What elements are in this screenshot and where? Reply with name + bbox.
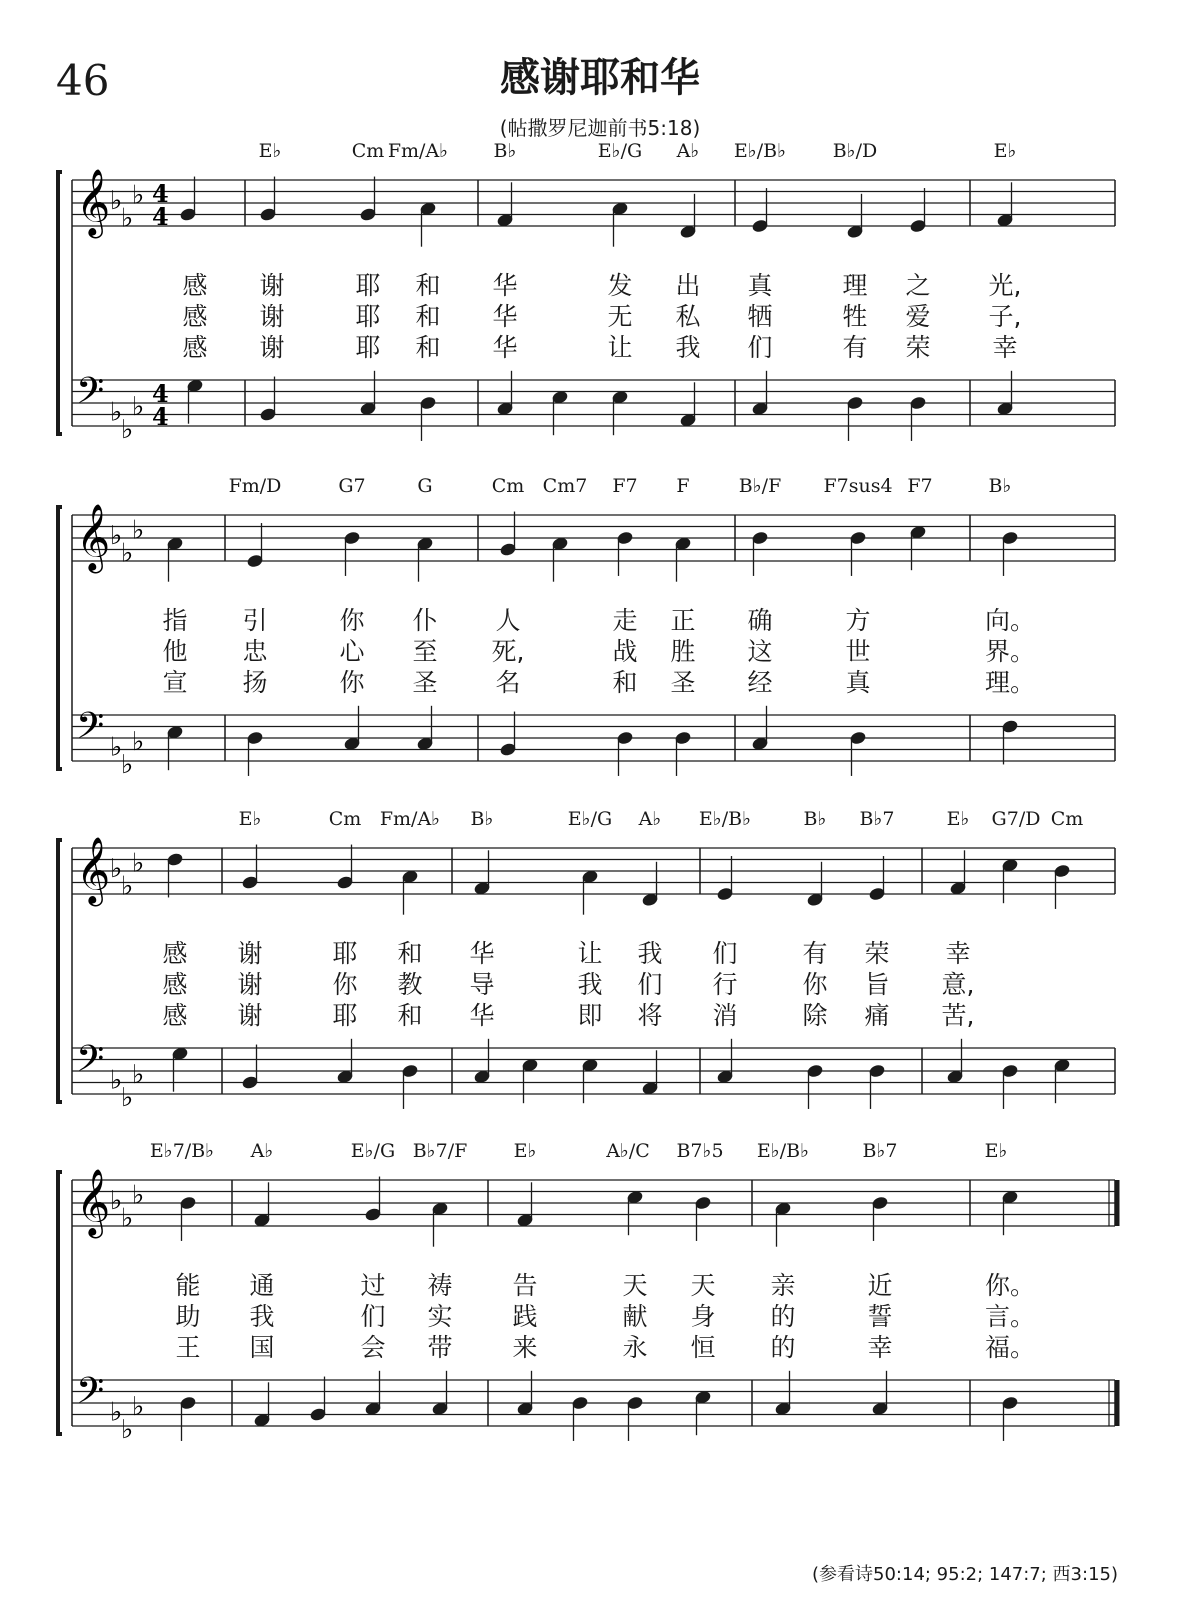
lyric-syllable: 圣 xyxy=(670,668,696,697)
lyric-syllable: 确 xyxy=(747,606,773,635)
lyric-verse-2 xyxy=(0,632,1200,666)
lyric-syllable: 让 xyxy=(577,939,603,968)
lyric-syllable: 华 xyxy=(492,302,518,331)
lyric-syllable: 指 xyxy=(162,606,188,635)
time-signature: 4 xyxy=(152,401,169,431)
lyric-syllable: 谢 xyxy=(237,970,263,999)
lyric-syllable: 王 xyxy=(175,1333,201,1362)
chord-symbol: A♭ xyxy=(250,1140,274,1162)
lyric-syllable: 来 xyxy=(512,1333,538,1362)
chord-symbol: B♭ xyxy=(988,475,1012,497)
lyric-syllable: 献 xyxy=(622,1302,648,1331)
lyric-syllable: 名 xyxy=(495,668,521,697)
lyric-syllable: 幸 xyxy=(867,1333,893,1362)
lyric-syllable: 行 xyxy=(712,970,738,999)
chord-symbol: A♭ xyxy=(676,140,700,162)
chord-symbol: B♭7 xyxy=(859,808,895,830)
key-flat-icon: ♭ xyxy=(110,521,123,551)
lyric-syllable: 幸 xyxy=(992,333,1018,362)
chord-symbol: B♭/D xyxy=(832,140,878,162)
lyric-verse-1 xyxy=(0,266,1200,300)
lyric-verse-1 xyxy=(0,601,1200,635)
lyric-syllable: 通 xyxy=(249,1271,275,1300)
footnote-references: (参看诗50:14; 95:2; 147:7; 西3:15) xyxy=(812,1564,1118,1585)
lyric-syllable: 旨 xyxy=(864,970,890,999)
lyric-syllable: 幸 xyxy=(945,939,971,968)
lyric-syllable: 死, xyxy=(491,637,525,666)
lyric-syllable: 告 xyxy=(512,1271,538,1300)
lyric-syllable: 的 xyxy=(770,1302,796,1331)
lyric-syllable: 至 xyxy=(412,637,438,666)
key-flat-icon: ♭ xyxy=(132,1059,145,1090)
lyric-syllable: 天 xyxy=(622,1271,648,1300)
lyric-syllable: 和 xyxy=(397,939,423,968)
hymn-title: 感谢耶和华 xyxy=(500,55,700,101)
lyric-syllable: 誓 xyxy=(867,1302,893,1331)
chord-symbol: E♭/B♭ xyxy=(733,140,787,162)
lyric-syllable: 们 xyxy=(747,333,773,362)
lyric-syllable: 光, xyxy=(988,271,1022,300)
chord-symbol: E♭ xyxy=(984,1140,1008,1162)
lyric-syllable: 真 xyxy=(845,668,871,697)
lyric-syllable: 走 xyxy=(612,606,638,635)
lyric-syllable: 感 xyxy=(162,939,188,968)
key-flat-icon: ♭ xyxy=(132,726,145,757)
lyric-syllable: 荣 xyxy=(905,333,931,362)
lyric-syllable: 践 xyxy=(512,1302,538,1331)
chord-symbol: G xyxy=(417,475,433,497)
lyric-syllable: 感 xyxy=(182,271,208,300)
lyric-syllable: 感 xyxy=(182,302,208,331)
lyric-syllable: 让 xyxy=(607,333,633,362)
time-signature: 4 xyxy=(152,178,169,208)
chord-symbol: E♭7/B♭ xyxy=(149,1140,215,1162)
key-flat-icon: ♭ xyxy=(110,854,123,884)
key-flat-icon: ♭ xyxy=(132,391,145,422)
treble-clef-icon: 𝄞 xyxy=(76,167,111,236)
lyric-syllable: 之 xyxy=(905,271,931,300)
key-flat-icon: ♭ xyxy=(132,515,145,546)
lyric-syllable: 除 xyxy=(802,1001,828,1030)
lyric-syllable: 助 xyxy=(175,1302,201,1331)
bass-clef-icon: 𝄢 xyxy=(76,1369,105,1421)
chord-symbol: B♭/F xyxy=(738,475,782,497)
lyric-verse-3 xyxy=(0,663,1200,697)
lyric-syllable: 牲 xyxy=(842,302,868,331)
lyric-syllable: 心 xyxy=(339,637,365,666)
key-flat-icon: ♭ xyxy=(121,203,134,234)
lyric-syllable: 这 xyxy=(747,637,773,666)
chord-symbol: E♭/G xyxy=(597,140,643,162)
treble-clef-icon: 𝄞 xyxy=(76,502,111,571)
chord-symbol: E♭/B♭ xyxy=(698,808,752,830)
lyric-syllable: 界。 xyxy=(984,637,1036,666)
chord-symbol: E♭ xyxy=(238,808,262,830)
chord-symbol: E♭ xyxy=(993,140,1017,162)
lyric-syllable: 正 xyxy=(670,606,696,635)
lyric-syllable: 耶 xyxy=(332,939,358,968)
time-signature: 4 xyxy=(152,378,169,408)
music-system-2 xyxy=(0,475,1200,785)
lyric-verse-2 xyxy=(0,297,1200,331)
chord-symbol: E♭ xyxy=(258,140,282,162)
chord-symbol: Cm xyxy=(328,808,362,830)
chord-symbol: G7 xyxy=(338,475,366,497)
chord-symbol: B♭7/F xyxy=(412,1140,468,1162)
key-flat-icon: ♭ xyxy=(121,1203,134,1234)
bass-clef-icon: 𝄢 xyxy=(76,1037,105,1089)
chord-symbol: Fm/A♭ xyxy=(387,140,449,162)
chord-symbol: B♭7 xyxy=(862,1140,898,1162)
lyric-verse-2 xyxy=(0,1297,1200,1331)
key-flat-icon: ♭ xyxy=(110,186,123,216)
lyric-syllable: 发 xyxy=(607,271,633,300)
chord-symbol: E♭ xyxy=(946,808,970,830)
lyric-syllable: 耶 xyxy=(355,271,381,300)
lyric-syllable: 教 xyxy=(397,970,423,999)
chord-symbol: A♭ xyxy=(638,808,662,830)
lyric-syllable: 痛 xyxy=(864,1001,890,1030)
chord-symbol: E♭/G xyxy=(567,808,613,830)
lyric-syllable: 过 xyxy=(360,1271,386,1300)
lyric-syllable: 向。 xyxy=(984,606,1036,635)
lyric-syllable: 华 xyxy=(469,939,495,968)
lyric-syllable: 将 xyxy=(637,1001,663,1030)
lyric-syllable: 世 xyxy=(845,637,871,666)
lyric-syllable: 祷 xyxy=(427,1271,453,1300)
key-flat-icon: ♭ xyxy=(110,1065,123,1096)
lyric-syllable: 牺 xyxy=(747,302,773,331)
treble-clef-icon: 𝄞 xyxy=(76,835,111,904)
chord-symbol: G7/D xyxy=(991,808,1041,830)
chord-symbol: F7sus4 xyxy=(823,475,893,497)
lyric-verse-2 xyxy=(0,965,1200,999)
lyric-syllable: 意, xyxy=(941,970,975,999)
lyric-syllable: 无 xyxy=(607,302,633,331)
lyric-syllable: 耶 xyxy=(332,1001,358,1030)
lyric-syllable: 胜 xyxy=(670,637,696,666)
key-flat-icon: ♭ xyxy=(121,538,134,569)
lyric-syllable: 消 xyxy=(712,1001,738,1030)
lyric-verse-1 xyxy=(0,1266,1200,1300)
key-flat-icon: ♭ xyxy=(121,749,134,780)
lyric-syllable: 亲 xyxy=(770,1271,796,1300)
lyric-syllable: 你 xyxy=(802,970,828,999)
treble-clef-icon: 𝄞 xyxy=(76,1167,111,1236)
scripture-reference: (帖撒罗尼迦前书5:18) xyxy=(499,116,701,140)
chord-symbol: B♭ xyxy=(493,140,517,162)
lyric-syllable: 感 xyxy=(182,333,208,362)
lyric-syllable: 谢 xyxy=(237,939,263,968)
lyric-syllable: 忠 xyxy=(242,637,268,666)
lyric-syllable: 扬 xyxy=(242,668,268,697)
lyric-syllable: 理。 xyxy=(984,668,1036,697)
key-flat-icon: ♭ xyxy=(110,1397,123,1428)
lyric-syllable: 苦, xyxy=(941,1001,975,1030)
lyric-syllable: 和 xyxy=(397,1001,423,1030)
lyric-syllable: 有 xyxy=(842,333,868,362)
chord-symbol: B♭ xyxy=(803,808,827,830)
chord-symbol: E♭ xyxy=(513,1140,537,1162)
lyric-syllable: 耶 xyxy=(355,302,381,331)
lyric-syllable: 出 xyxy=(675,271,701,300)
lyric-syllable: 战 xyxy=(612,637,638,666)
key-flat-icon: ♭ xyxy=(121,1082,134,1113)
lyric-syllable: 他 xyxy=(162,637,188,666)
chord-symbol: Cm7 xyxy=(542,475,588,497)
lyric-syllable: 们 xyxy=(360,1302,386,1331)
lyric-syllable: 华 xyxy=(492,333,518,362)
lyric-syllable: 耶 xyxy=(355,333,381,362)
lyric-syllable: 你 xyxy=(339,606,365,635)
lyric-syllable: 爱 xyxy=(905,302,931,331)
chord-symbol: A♭/C xyxy=(606,1140,650,1162)
lyric-syllable: 感 xyxy=(162,1001,188,1030)
lyric-syllable: 带 xyxy=(427,1333,453,1362)
music-system-4 xyxy=(0,1140,1200,1450)
lyric-syllable: 华 xyxy=(492,271,518,300)
lyric-syllable: 谢 xyxy=(259,333,285,362)
lyric-syllable: 导 xyxy=(469,970,495,999)
lyric-syllable: 们 xyxy=(637,970,663,999)
lyric-syllable: 身 xyxy=(690,1302,716,1331)
lyric-syllable: 子, xyxy=(988,302,1022,331)
bass-clef-icon: 𝄢 xyxy=(76,704,105,756)
lyric-syllable: 华 xyxy=(469,1001,495,1030)
lyric-syllable: 荣 xyxy=(864,939,890,968)
lyric-syllable: 仆 xyxy=(412,606,438,635)
lyric-syllable: 我 xyxy=(637,939,663,968)
lyric-syllable: 和 xyxy=(415,271,441,300)
lyric-syllable: 圣 xyxy=(412,668,438,697)
chord-symbol: Cm xyxy=(351,140,385,162)
music-system-3 xyxy=(0,808,1200,1118)
lyric-verse-3 xyxy=(0,1328,1200,1362)
lyric-syllable: 和 xyxy=(612,668,638,697)
lyric-verse-3 xyxy=(0,328,1200,362)
lyric-syllable: 会 xyxy=(360,1333,386,1362)
lyric-syllable: 们 xyxy=(712,939,738,968)
lyric-syllable: 谢 xyxy=(259,302,285,331)
lyric-syllable: 实 xyxy=(427,1302,453,1331)
chord-symbol: Cm xyxy=(491,475,525,497)
lyric-syllable: 言。 xyxy=(984,1302,1036,1331)
chord-symbol: F xyxy=(676,475,690,497)
key-flat-icon: ♭ xyxy=(132,1180,145,1211)
key-flat-icon: ♭ xyxy=(121,1414,134,1445)
key-flat-icon: ♭ xyxy=(132,848,145,879)
lyric-syllable: 我 xyxy=(675,333,701,362)
chord-symbol: B♭ xyxy=(470,808,494,830)
lyric-syllable: 的 xyxy=(770,1333,796,1362)
lyric-syllable: 我 xyxy=(249,1302,275,1331)
lyric-syllable: 谢 xyxy=(259,271,285,300)
music-system-1 xyxy=(0,140,1200,450)
key-flat-icon: ♭ xyxy=(121,871,134,902)
key-flat-icon: ♭ xyxy=(110,732,123,763)
lyric-syllable: 和 xyxy=(415,302,441,331)
lyric-syllable: 私 xyxy=(675,302,701,331)
lyric-syllable: 经 xyxy=(747,668,773,697)
lyric-syllable: 你 xyxy=(339,668,365,697)
lyric-syllable: 福。 xyxy=(984,1333,1036,1362)
chord-symbol: F7 xyxy=(612,475,638,497)
lyric-syllable: 你 xyxy=(332,970,358,999)
lyric-syllable: 方 xyxy=(845,606,871,635)
lyric-syllable: 国 xyxy=(249,1333,275,1362)
lyric-syllable: 能 xyxy=(175,1271,201,1300)
chord-symbol: E♭/B♭ xyxy=(756,1140,810,1162)
lyric-syllable: 天 xyxy=(690,1271,716,1300)
lyric-syllable: 引 xyxy=(242,606,268,635)
lyric-syllable: 我 xyxy=(577,970,603,999)
time-signature: 4 xyxy=(152,201,169,231)
lyric-syllable: 谢 xyxy=(237,1001,263,1030)
lyric-syllable: 即 xyxy=(577,1001,603,1030)
hymn-number: 46 xyxy=(56,56,110,105)
key-flat-icon: ♭ xyxy=(132,1391,145,1422)
key-flat-icon: ♭ xyxy=(110,397,123,428)
lyric-verse-1 xyxy=(0,934,1200,968)
lyric-syllable: 理 xyxy=(842,271,868,300)
lyric-syllable: 恒 xyxy=(690,1333,716,1362)
lyric-syllable: 永 xyxy=(622,1333,648,1362)
lyric-syllable: 近 xyxy=(867,1271,893,1300)
lyric-syllable: 宣 xyxy=(162,668,188,697)
key-flat-icon: ♭ xyxy=(132,180,145,211)
key-flat-icon: ♭ xyxy=(121,414,134,445)
lyric-syllable: 真 xyxy=(747,271,773,300)
lyric-syllable: 你。 xyxy=(984,1271,1036,1300)
bass-clef-icon: 𝄢 xyxy=(76,369,105,421)
lyric-syllable: 和 xyxy=(415,333,441,362)
lyric-syllable: 感 xyxy=(162,970,188,999)
lyric-verse-3 xyxy=(0,996,1200,1030)
lyric-syllable: 人 xyxy=(495,606,521,635)
chord-symbol: Fm/A♭ xyxy=(379,808,441,830)
chord-symbol: Fm/D xyxy=(228,475,282,497)
chord-symbol: Cm xyxy=(1050,808,1084,830)
chord-symbol: B7♭5 xyxy=(676,1140,724,1162)
chord-symbol: F7 xyxy=(907,475,933,497)
key-flat-icon: ♭ xyxy=(110,1186,123,1216)
lyric-syllable: 有 xyxy=(802,939,828,968)
chord-symbol: E♭/G xyxy=(350,1140,396,1162)
